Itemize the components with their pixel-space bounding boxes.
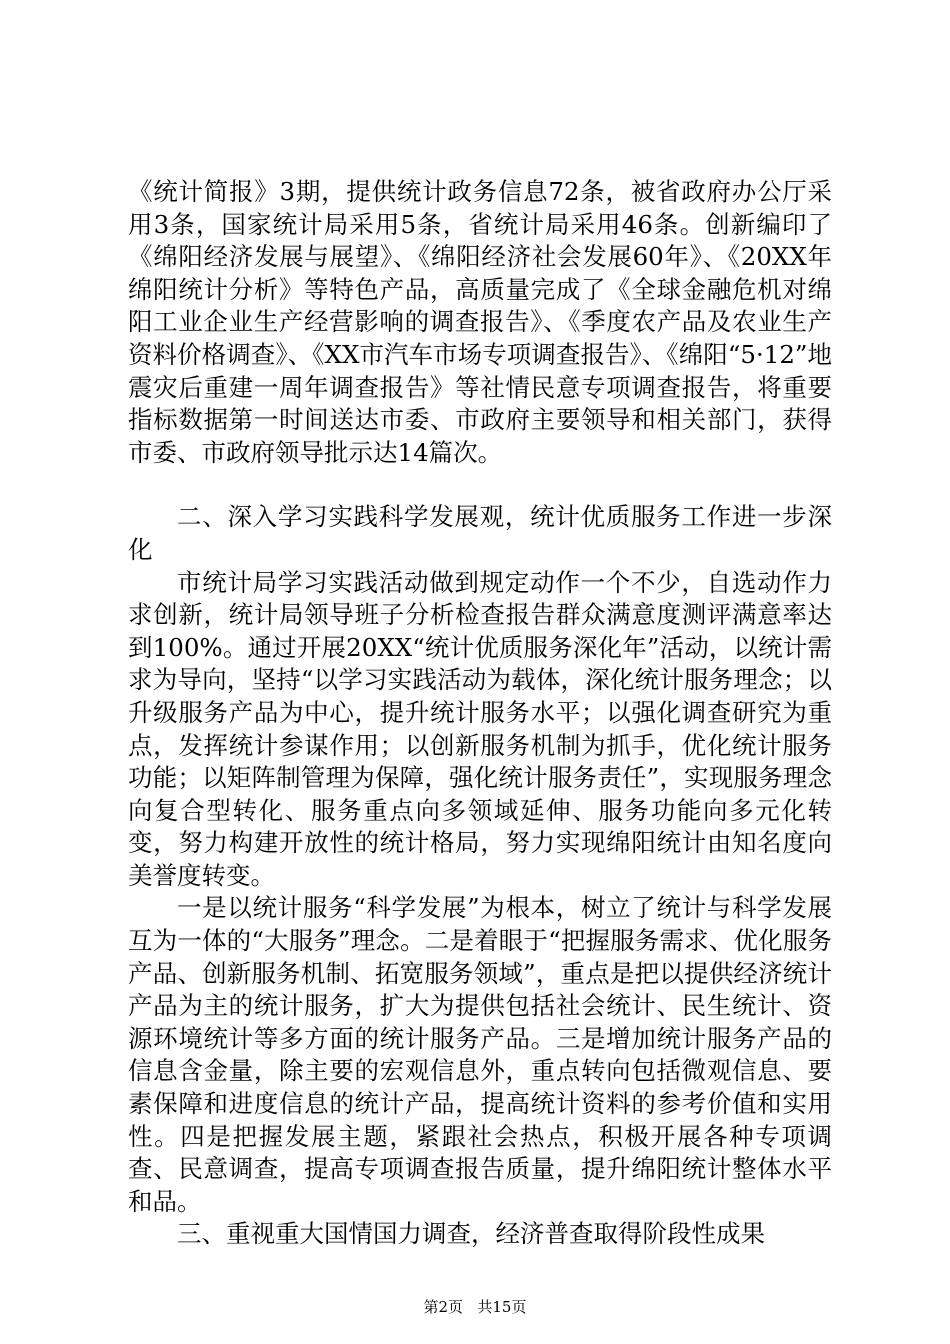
section-heading-two: 二、深入学习实践科学发展观，统计优质服务工作进一步深化 (128, 502, 832, 564)
paragraph-service-measures: 一是以统计服务“科学发展”为根本，树立了统计与科学发展互为一体的“大服务”理念。二是着眼于“把握服务需求、优化服务产品、创新服务机制、拓宽服务领域”，重点是把以提供经济统计产品为主的统计服务，扩大为提供包括社会统计、民生统计、资源环境统计等多方面的统计服务产品。三是增加统计服务产品的信息含金量，除主要的宏观信息外，重点转向包括微观信息、要素保障和进度信息的统计产品，提高统计资料的参考价值和实用性。四是把握发展主题，紧跟社会热点，积极开展各种专项调查、民意调查，提高专项调查报告质量，提升绵阳统计整体水平和品。 (128, 893, 832, 1216)
page-number-total: 共15页 (477, 1298, 527, 1316)
paragraph-gap (128, 469, 832, 501)
footer-separator (468, 1298, 473, 1316)
page-footer (0, 1298, 950, 1316)
paragraph-study-practice: 市统计局学习实践活动做到规定动作一个不少，自选动作力求创新，统计局领导班子分析检查报告群众满意度测评满意率达到100%。通过开展20XX“统计优质服务深化年”活动，以统计需求为导向，坚持“以学习实践活动为载体，深化统计服务理念；以升级服务产品为中心，提升统计服务水平；以强化调查研究为重点，发挥统计参谋作用；以创新服务机制为抓手，优化统计服务功能；以矩阵制管理为保障，强化统计服务责任”，实现服务理念向复合型转化、服务重点向多领域延伸、服务功能向多元化转变，努力构建开放性的统计格局，努力实现绵阳统计由知名度向美誉度转变。 (128, 567, 832, 890)
paragraph-statistics-reports: 《统计简报》3期，提供统计政务信息72条，被省政府办公厅采用3条，国家统计局采用5条，省统计局采用46条。创新编印了《绵阳经济发展与展望》、《绵阳经济社会发展60年》、《20XX年绵阳统计分析》等特色产品，高质量完成了《全球金融危机对绵阳工业企业生产经营影响的调查报告》、《季度农产品及农业生产资料价格调查》、《XX市汽车市场专项调查报告》、《绵阳“5·12”地震灾后重建一周年调查报告》等社情民意专项调查报告，将重要指标数据第一时间送达市委、市政府主要领导和相关部门，获得市委、市政府领导批示达14篇次。 (128, 177, 832, 467)
document-body (128, 176, 832, 1251)
section-heading-three: 三、重视重大国情国力调查，经济普查取得阶段性成果 (177, 1219, 765, 1249)
page-number-current: 第2页 (423, 1298, 464, 1316)
